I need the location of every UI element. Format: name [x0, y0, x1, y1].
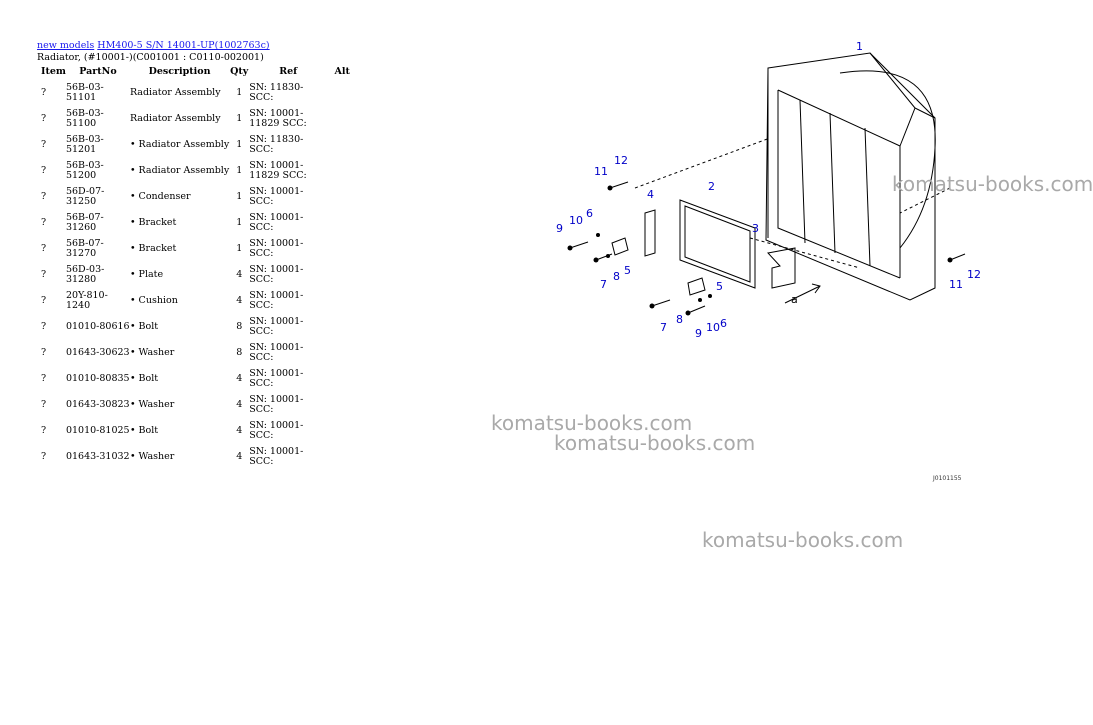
row-partno: 56B-07-31260	[65, 212, 104, 233]
row-item: ?	[41, 425, 47, 436]
table-header-row	[37, 66, 357, 80]
row-description: • Washer	[129, 451, 175, 462]
table-row	[37, 392, 357, 418]
row-ref	[249, 210, 327, 236]
table-row	[37, 314, 357, 340]
table-row	[37, 106, 357, 132]
row-ref	[249, 288, 327, 314]
row-qty: 1	[236, 139, 243, 150]
ref-text: SN: 10001-11829 SCC:	[249, 160, 307, 181]
row-qty: 1	[236, 165, 243, 176]
row-qty: 4	[236, 373, 243, 384]
row-description: • Plate	[129, 269, 164, 280]
breadcrumb-link-new-models[interactable]: new models	[37, 40, 95, 51]
row-description: • Bolt	[129, 425, 159, 436]
figure-id: J0101155	[933, 475, 962, 482]
page-subtitle: Radiator, (#10001-)(C001001 : C0110-002001)	[37, 52, 264, 63]
row-partno: 56D-03-31280	[65, 264, 105, 285]
row-alt	[327, 184, 357, 210]
row-description: • Radiator Assembly	[129, 165, 230, 176]
table-row	[37, 262, 357, 288]
row-ref	[249, 262, 327, 288]
row-item: ?	[41, 87, 47, 98]
callout-6a: 6	[586, 207, 593, 220]
callout-2: 2	[708, 180, 715, 193]
row-ref	[249, 132, 327, 158]
row-qty: 1	[236, 217, 243, 228]
row-qty: 1	[236, 113, 243, 124]
breadcrumb-link-model[interactable]: HM400-5 S/N 14001-UP(1002763c)	[97, 40, 270, 51]
fan-shroud-outline	[840, 71, 935, 248]
row-alt	[327, 158, 357, 184]
row-partno: 01010-80616	[65, 321, 130, 332]
row-qty: 8	[236, 321, 243, 332]
watermark: komatsu-books.com	[554, 431, 756, 455]
row-partno: 56B-03-51101	[65, 82, 104, 103]
callout-10b: 10	[706, 321, 720, 334]
watermark: komatsu-books.com	[491, 411, 693, 435]
ref-text: SN: 10001-SCC:	[249, 420, 304, 441]
parts-table	[37, 66, 357, 470]
row-alt	[327, 80, 357, 106]
row-qty: 4	[236, 425, 243, 436]
callout-7a: 7	[600, 278, 607, 291]
callout-8b: 8	[676, 313, 683, 326]
header-description: Description	[148, 66, 211, 77]
table-row	[37, 210, 357, 236]
callout-12b: 12	[967, 268, 981, 281]
callout-3: 3	[752, 222, 759, 235]
row-ref	[249, 314, 327, 340]
row-partno: 56B-03-51200	[65, 160, 104, 181]
row-qty: 4	[236, 295, 243, 306]
row-qty: 1	[236, 191, 243, 202]
watermark: komatsu-books.com	[702, 528, 904, 552]
row-alt	[327, 288, 357, 314]
callout-8a: 8	[613, 270, 620, 283]
row-ref	[249, 184, 327, 210]
row-alt	[327, 366, 357, 392]
row-description: • Radiator Assembly	[129, 139, 230, 150]
table-row	[37, 80, 357, 106]
row-qty: 4	[236, 451, 243, 462]
row-item: ?	[41, 373, 47, 384]
breadcrumb	[37, 40, 270, 51]
table-row	[37, 418, 357, 444]
ref-text: SN: 10001-SCC:	[249, 342, 304, 363]
row-item: ?	[41, 399, 47, 410]
row-description: Radiator Assembly	[129, 87, 221, 98]
row-alt	[327, 392, 357, 418]
bracket-4-outline	[645, 210, 655, 256]
row-alt	[327, 418, 357, 444]
row-alt	[327, 444, 357, 470]
row-ref	[249, 80, 327, 106]
ref-text: SN: 10001-SCC:	[249, 238, 304, 259]
callout-9b: 9	[695, 327, 702, 340]
row-description: Radiator Assembly	[129, 113, 221, 124]
row-alt	[327, 262, 357, 288]
row-partno: 56B-03-51100	[65, 108, 104, 129]
row-alt	[327, 210, 357, 236]
row-qty: 1	[236, 243, 243, 254]
header-alt: Alt	[334, 66, 350, 77]
row-qty: 4	[236, 269, 243, 280]
header-partno: PartNo	[79, 66, 117, 77]
header-qty: Qty	[230, 66, 249, 77]
row-item: ?	[41, 217, 47, 228]
row-alt	[327, 132, 357, 158]
table-row	[37, 132, 357, 158]
ref-text: SN: 10001-SCC:	[249, 316, 304, 337]
row-partno: 01643-30623	[65, 347, 130, 358]
row-ref	[249, 106, 327, 132]
table-row	[37, 366, 357, 392]
row-alt	[327, 340, 357, 366]
callout-12a: 12	[614, 154, 628, 167]
row-item: ?	[41, 451, 47, 462]
header-ref: Ref	[279, 66, 298, 77]
callout-5b: 5	[716, 280, 723, 293]
callout-10a: 10	[569, 214, 583, 227]
row-item: ?	[41, 191, 47, 202]
table-row	[37, 444, 357, 470]
row-description: • Bolt	[129, 373, 159, 384]
row-ref	[249, 392, 327, 418]
ref-text: SN: 10001-SCC:	[249, 290, 304, 311]
row-partno: 01643-30823	[65, 399, 130, 410]
ref-text: SN: 10001-SCC:	[249, 264, 304, 285]
watermark: komatsu-books.com	[892, 172, 1093, 196]
callout-11b: 11	[949, 278, 963, 291]
row-partno: 56B-03-51201	[65, 134, 104, 155]
callout-4: 4	[647, 188, 654, 201]
row-description: • Washer	[129, 347, 175, 358]
table-row	[37, 340, 357, 366]
table-row	[37, 158, 357, 184]
row-partno: 56B-07-31270	[65, 238, 104, 259]
header-item: Item	[41, 66, 66, 77]
callout-9a: 9	[556, 222, 563, 235]
callout-1: 1	[856, 40, 863, 53]
row-qty: 1	[236, 87, 243, 98]
ref-text: SN: 10001-SCC:	[249, 394, 304, 415]
table-row	[37, 184, 357, 210]
ref-text: SN: 10001-11829 SCC:	[249, 108, 307, 129]
row-item: ?	[41, 295, 47, 306]
row-item: ?	[41, 321, 47, 332]
row-partno: 01010-81025	[65, 425, 130, 436]
parts-table-body	[37, 80, 357, 470]
row-partno: 01643-31032	[65, 451, 130, 462]
row-description: • Bracket	[129, 243, 177, 254]
row-ref	[249, 340, 327, 366]
row-item: ?	[41, 113, 47, 124]
row-partno: 56D-07-31250	[65, 186, 105, 207]
row-qty: 4	[236, 399, 243, 410]
row-description: • Bracket	[129, 217, 177, 228]
callout-a: a	[791, 293, 798, 306]
row-qty: 8	[236, 347, 243, 358]
row-description: • Washer	[129, 399, 175, 410]
row-ref	[249, 366, 327, 392]
row-alt	[327, 236, 357, 262]
ref-text: SN: 10001-SCC:	[249, 212, 304, 233]
table-row	[37, 236, 357, 262]
row-ref	[249, 158, 327, 184]
row-ref	[249, 444, 327, 470]
row-ref	[249, 236, 327, 262]
ref-text: SN: 11830-SCC:	[249, 134, 304, 155]
ref-text: SN: 10001-SCC:	[249, 446, 304, 467]
row-item: ?	[41, 347, 47, 358]
ref-text: SN: 10001-SCC:	[249, 368, 304, 389]
condenser-outline	[680, 200, 755, 288]
callout-6b: 6	[720, 317, 727, 330]
table-row	[37, 288, 357, 314]
callout-11a: 11	[594, 165, 608, 178]
row-item: ?	[41, 139, 47, 150]
row-description: • Bolt	[129, 321, 159, 332]
row-item: ?	[41, 165, 47, 176]
bracket-3-outline	[768, 248, 795, 288]
row-description: • Condenser	[129, 191, 191, 202]
row-partno: 20Y-810-1240	[65, 290, 108, 311]
row-alt	[327, 106, 357, 132]
row-item: ?	[41, 269, 47, 280]
row-description: • Cushion	[129, 295, 178, 306]
ref-text: SN: 11830-SCC:	[249, 82, 304, 103]
row-item: ?	[41, 243, 47, 254]
row-alt	[327, 314, 357, 340]
callout-7b: 7	[660, 321, 667, 334]
callout-5a: 5	[624, 264, 631, 277]
row-partno: 01010-80835	[65, 373, 130, 384]
row-ref	[249, 418, 327, 444]
ref-text: SN: 10001-SCC:	[249, 186, 304, 207]
